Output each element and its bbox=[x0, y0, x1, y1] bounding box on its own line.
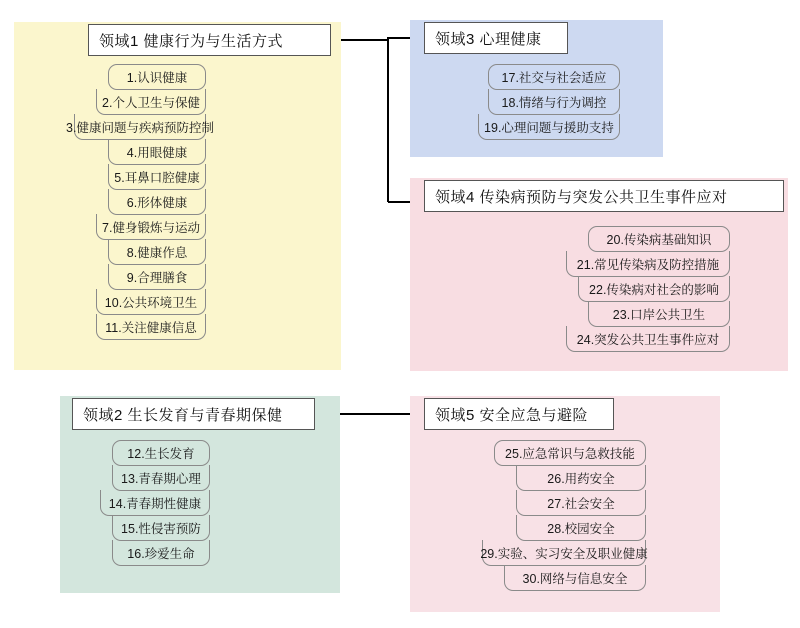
topic-item[interactable]: 20.传染病基础知识 bbox=[588, 226, 730, 252]
topic-item[interactable]: 10.公共环境卫生 bbox=[96, 289, 206, 315]
topic-item[interactable]: 29.实验、实习安全及职业健康 bbox=[482, 540, 646, 566]
topic-item[interactable]: 8.健康作息 bbox=[108, 239, 206, 265]
topic-item[interactable]: 23.口岸公共卫生 bbox=[588, 301, 730, 327]
panel-title-domain3[interactable]: 领域3 心理健康 bbox=[424, 22, 568, 54]
topic-item[interactable]: 5.耳鼻口腔健康 bbox=[108, 164, 206, 190]
topic-item[interactable]: 4.用眼健康 bbox=[108, 139, 206, 165]
topic-item[interactable]: 14.青春期性健康 bbox=[100, 490, 210, 516]
topic-item[interactable]: 25.应急常识与急救技能 bbox=[494, 440, 646, 466]
topic-item[interactable]: 12.生长发育 bbox=[112, 440, 210, 466]
topic-item[interactable]: 15.性侵害预防 bbox=[112, 515, 210, 541]
topic-item[interactable]: 19.心理问题与援助支持 bbox=[478, 114, 620, 140]
topic-item[interactable]: 13.青春期心理 bbox=[112, 465, 210, 491]
topic-item[interactable]: 26.用药安全 bbox=[516, 465, 646, 491]
topic-item[interactable]: 11.关注健康信息 bbox=[96, 314, 206, 340]
topic-item[interactable]: 28.校园安全 bbox=[516, 515, 646, 541]
topic-item[interactable]: 18.情绪与行为调控 bbox=[488, 89, 620, 115]
topic-item[interactable]: 22.传染病对社会的影响 bbox=[578, 276, 730, 302]
panel-title-domain5[interactable]: 领域5 安全应急与避险 bbox=[424, 398, 614, 430]
topic-item[interactable]: 21.常见传染病及防控措施 bbox=[566, 251, 730, 277]
topic-item[interactable]: 27.社会安全 bbox=[516, 490, 646, 516]
panel-title-domain2[interactable]: 领域2 生长发育与青春期保健 bbox=[72, 398, 315, 430]
topic-item[interactable]: 2.个人卫生与保健 bbox=[96, 89, 206, 115]
topic-item[interactable]: 3.健康问题与疾病预防控制 bbox=[74, 114, 206, 140]
topic-item[interactable]: 30.网络与信息安全 bbox=[504, 565, 646, 591]
topic-item[interactable]: 6.形体健康 bbox=[108, 189, 206, 215]
topic-item[interactable]: 1.认识健康 bbox=[108, 64, 206, 90]
topic-item[interactable]: 9.合理膳食 bbox=[108, 264, 206, 290]
panel-title-domain4[interactable]: 领域4 传染病预防与突发公共卫生事件应对 bbox=[424, 180, 784, 212]
panel-title-domain1[interactable]: 领域1 健康行为与生活方式 bbox=[88, 24, 331, 56]
topic-item[interactable]: 16.珍爱生命 bbox=[112, 540, 210, 566]
topic-item[interactable]: 7.健身锻炼与运动 bbox=[96, 214, 206, 240]
topic-item[interactable]: 17.社交与社会适应 bbox=[488, 64, 620, 90]
topic-item[interactable]: 24.突发公共卫生事件应对 bbox=[566, 326, 730, 352]
